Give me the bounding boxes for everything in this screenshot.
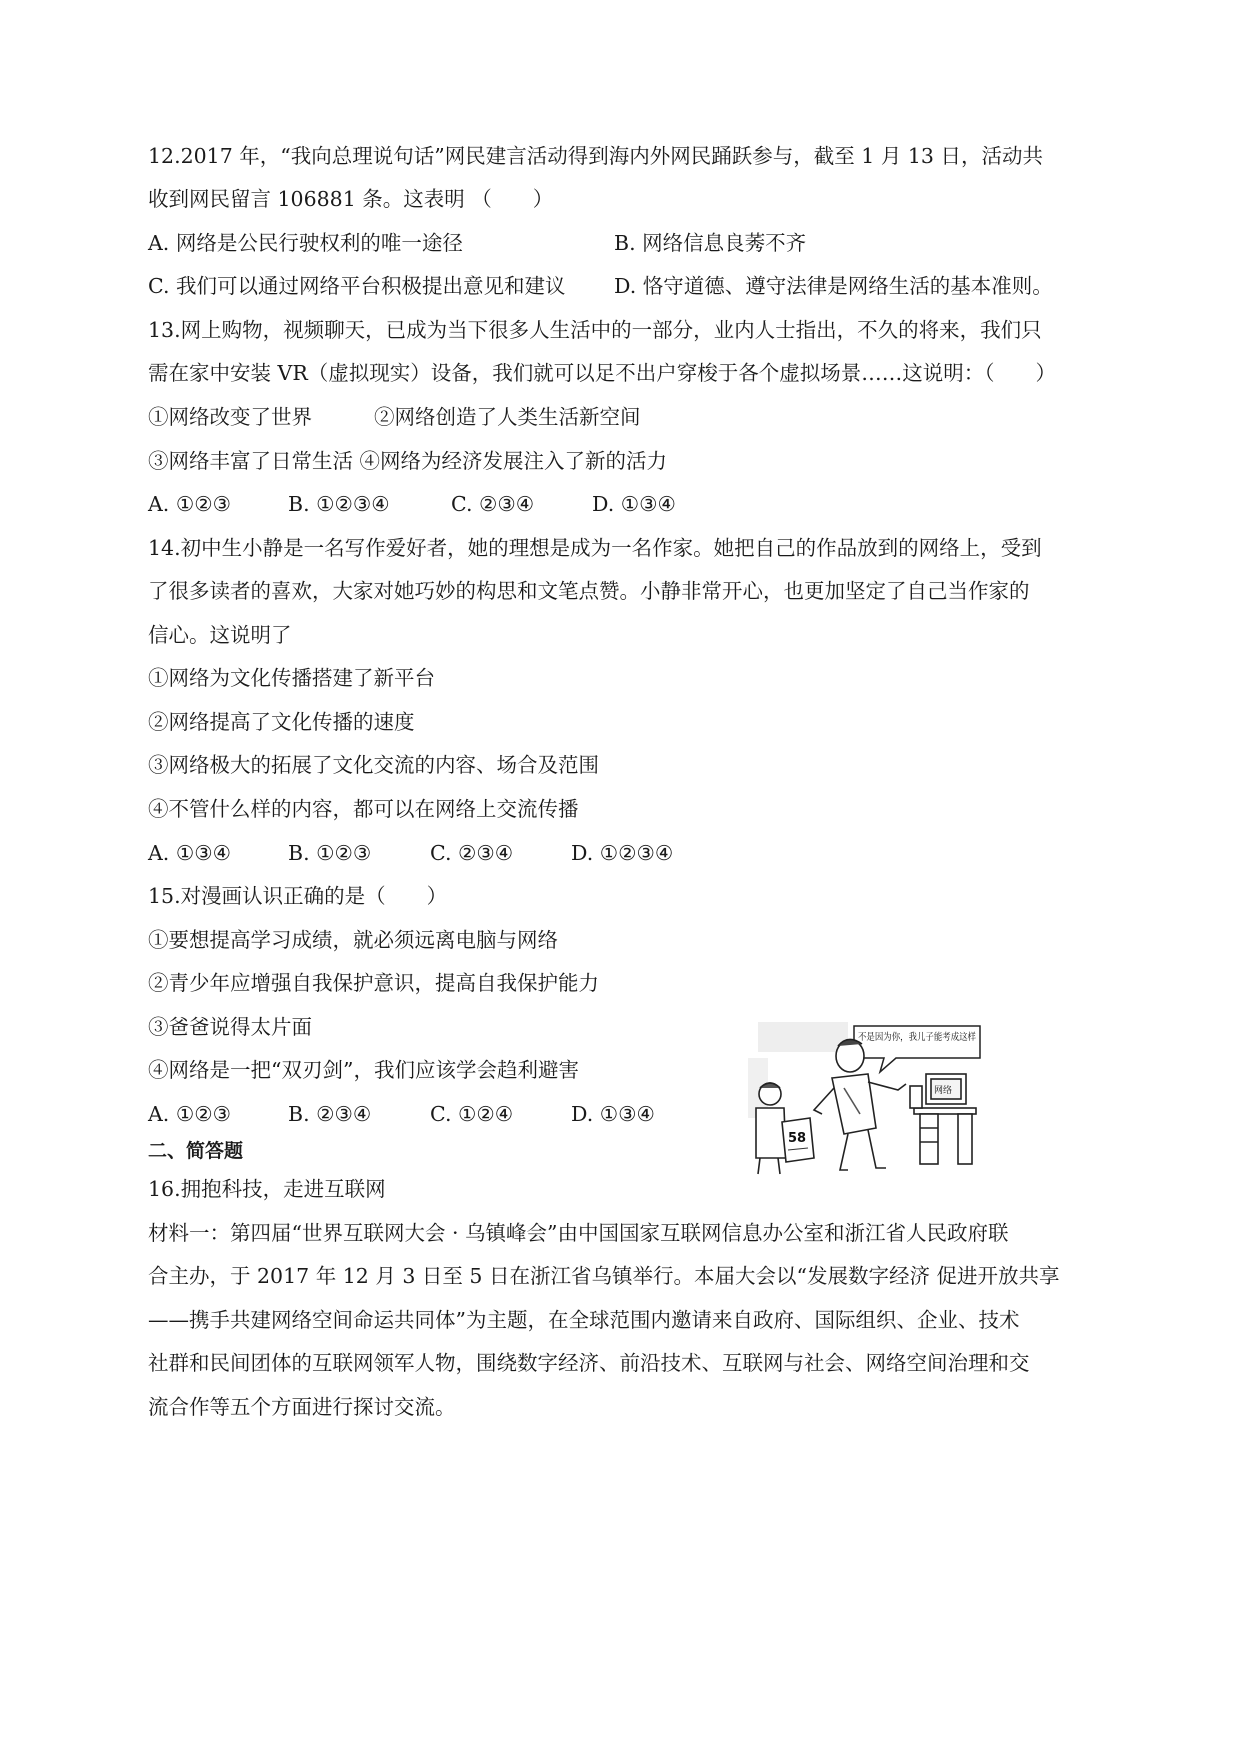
q14-option-c: C. ②③④ xyxy=(430,841,514,865)
q12-option-d: D. 恪守道德、遵守法律是网络生活的基本准则。 xyxy=(614,274,1053,298)
q13-item-2: ②网络创造了人类生活新空间 xyxy=(374,405,641,429)
q13-option-d: D. ①③④ xyxy=(592,492,676,516)
q14-option-a: A. ①③④ xyxy=(148,841,231,865)
q13-option-a: A. ①②③ xyxy=(148,492,231,516)
q16-material-line-5: 流合作等五个方面进行探讨交流。 xyxy=(148,1395,456,1419)
q14-option-b: B. ①②③ xyxy=(288,841,372,865)
q16-title: 16.拥抱科技，走进互联网 xyxy=(148,1177,386,1201)
q13-option-c: C. ②③④ xyxy=(451,492,535,516)
q15-item-2: ②青少年应增强自我保护意识，提高自我保护能力 xyxy=(148,971,599,995)
q14-item-2: ②网络提高了文化传播的速度 xyxy=(148,710,415,734)
q15-item-1: ①要想提高学习成绩，就必须远离电脑与网络 xyxy=(148,928,558,952)
paper-score: 58 xyxy=(788,1131,807,1146)
q14-line-2: 了很多读者的喜欢，大家对她巧妙的构思和文笔点赞。小静非常开心，也更加坚定了自己当作家的 xyxy=(148,579,1030,603)
q15-option-a: A. ①②③ xyxy=(148,1102,231,1126)
q16-material-line-2: 合主办，于 2017 年 12 月 3 日至 5 日在浙江省乌镇举行。本届大会以“发展数字经济 促进开放共享 xyxy=(148,1264,1060,1288)
q16-material-line-4: 社群和民间团体的互联网领军人物，围绕数字经济、前沿技术、互联网与社会、网络空间治理和交 xyxy=(148,1351,1030,1375)
q14-line-3: 信心。这说明了 xyxy=(148,623,292,647)
q12-line-1: 12.2017 年，“我向总理说句话”网民建言活动得到海内外网民踊跃参与，截至 1 月 13 日，活动共 xyxy=(148,144,1043,168)
q15-option-d: D. ①③④ xyxy=(571,1102,655,1126)
q16-material-line-1: 材料一：第四届“世界互联网大会 · 乌镇峰会”由中国国家互联网信息办公室和浙江省人民政府联 xyxy=(148,1221,1009,1245)
q14-item-1: ①网络为文化传播搭建了新平台 xyxy=(148,666,435,690)
q15-option-c: C. ①②④ xyxy=(430,1102,514,1126)
q12-line-2: 收到网民留言 106881 条。这表明 （ ） xyxy=(148,187,554,211)
q14-item-3: ③网络极大的拓展了文化交流的内容、场合及范围 xyxy=(148,753,599,777)
q13-line-2: 需在家中安装 VR（虚拟现实）设备，我们就可以足不出户穿梭于各个虚拟场景……这说明：（ ） xyxy=(148,361,1057,385)
q14-line-1: 14.初中生小静是一名写作爱好者，她的理想是成为一名作家。她把自己的作品放到的网络上，受到 xyxy=(148,536,1042,560)
q15-line-1: 15.对漫画认识正确的是（ ） xyxy=(148,884,448,908)
section-heading: 二、简答题 xyxy=(148,1140,244,1162)
q12-option-a: A. 网络是公民行驶权利的唯一途径 xyxy=(148,231,463,255)
q14-item-4: ④不管什么样的内容，都可以在网络上交流传播 xyxy=(148,797,579,821)
q13-option-b: B. ①②③④ xyxy=(288,492,390,516)
speech-text: 不是因为你，我儿子能考成这样 xyxy=(858,1032,992,1043)
q13-item-3-4: ③网络丰富了日常生活 ④网络为经济发展注入了新的活力 xyxy=(148,449,668,473)
q12-option-c: C. 我们可以通过网络平台积极提出意见和建议 xyxy=(148,274,566,298)
q13-item-1: ①网络改变了世界 xyxy=(148,405,312,429)
q13-line-1: 13.网上购物，视频聊天，已成为当下很多人生活中的一部分，业内人士指出，不久的将来，我们只 xyxy=(148,318,1042,342)
q15-item-4: ④网络是一把“双刃剑”，我们应该学会趋利避害 xyxy=(148,1058,579,1082)
test-paper-icon xyxy=(782,1118,814,1162)
q16-material-line-3: ——携手共建网络空间命运共同体”为主题，在全球范围内邀请来自政府、国际组织、企业、技术 xyxy=(148,1308,1020,1332)
q15-item-3: ③爸爸说得太片面 xyxy=(148,1015,312,1039)
screen-label: 网络 xyxy=(934,1086,953,1096)
q15-option-b: B. ②③④ xyxy=(288,1102,372,1126)
cartoon-illustration xyxy=(748,1018,1010,1178)
q12-option-b: B. 网络信息良莠不齐 xyxy=(614,231,807,255)
q14-option-d: D. ①②③④ xyxy=(571,841,674,865)
